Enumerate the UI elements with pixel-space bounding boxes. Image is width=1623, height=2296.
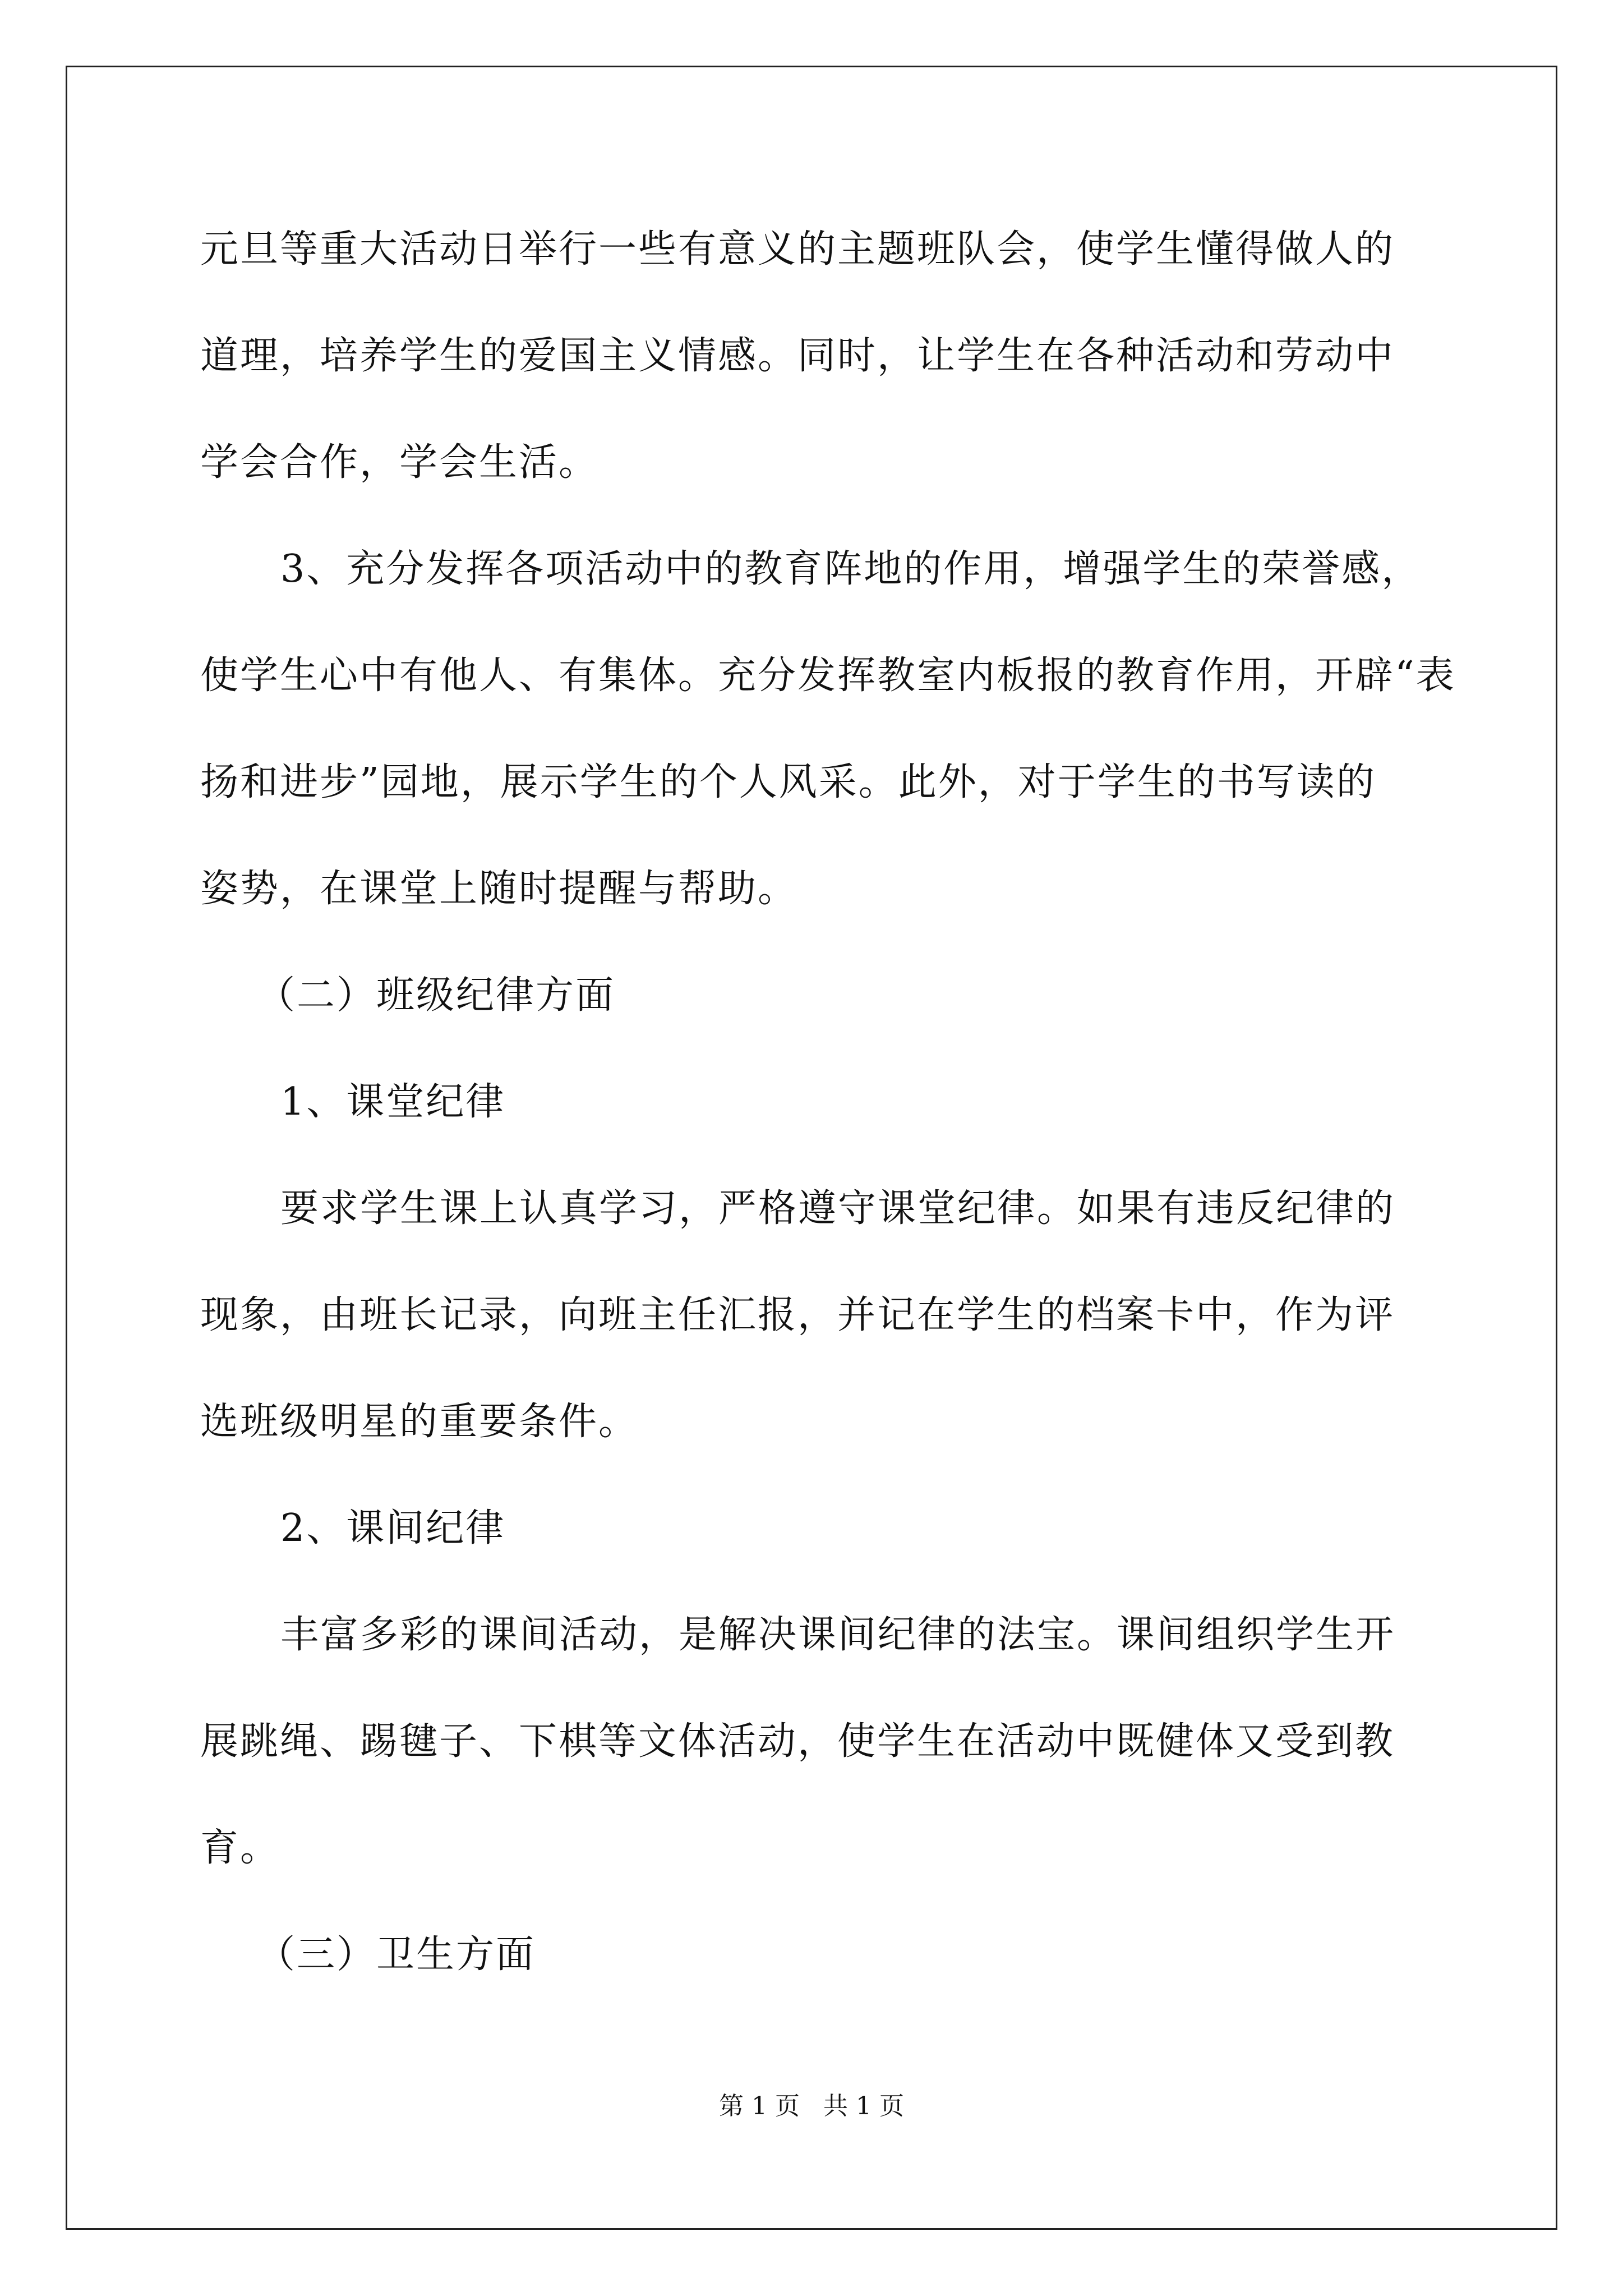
section-heading: （三）卫生方面 [257,1932,536,1977]
body-text-line: 3、充分发挥各项活动中的教育阵地的作用，增强学生的荣誉感， [280,547,1422,591]
page-border [66,66,1557,2230]
body-text-line: 选班级明星的重要条件。 [200,1400,639,1444]
body-text-line: 道理，培养学生的爱国主义情感。同时，让学生在各种活动和劳动中 [200,334,1395,378]
body-text-line: 学会合作，学会生活。 [200,440,599,485]
body-text-line: 扬和进步”园地，展示学生的个人风采。此外，对于学生的书写读的 [200,760,1376,804]
body-text-line: 元旦等重大活动日举行一些有意义的主题班队会，使学生懂得做人的 [200,227,1395,272]
subsection-heading: 1、课堂纪律 [280,1080,506,1124]
page-footer: 第 1 页 共 1 页 [719,2092,904,2120]
body-text-line: 丰富多彩的课间活动，是解决课间纪律的法宝。课间组织学生开 [280,1613,1396,1657]
body-text-line: 展跳绳、踢毽子、下棋等文体活动，使学生在活动中既健体又受到教 [200,1719,1395,1764]
section-heading: （二）班级纪律方面 [257,973,616,1018]
body-text-line: 使学生心中有他人、有集体。充分发挥教室内板报的教育作用，开辟“表 [200,654,1456,698]
body-text-line: 育。 [200,1826,280,1870]
body-text-line: 现象，由班长记录，向班主任汇报，并记在学生的档案卡中，作为评 [200,1293,1395,1337]
body-text-line: 姿势，在课堂上随时提醒与帮助。 [200,867,798,911]
subsection-heading: 2、课间纪律 [280,1506,506,1550]
body-text-line: 要求学生课上认真学习，严格遵守课堂纪律。如果有违反纪律的 [280,1186,1396,1231]
